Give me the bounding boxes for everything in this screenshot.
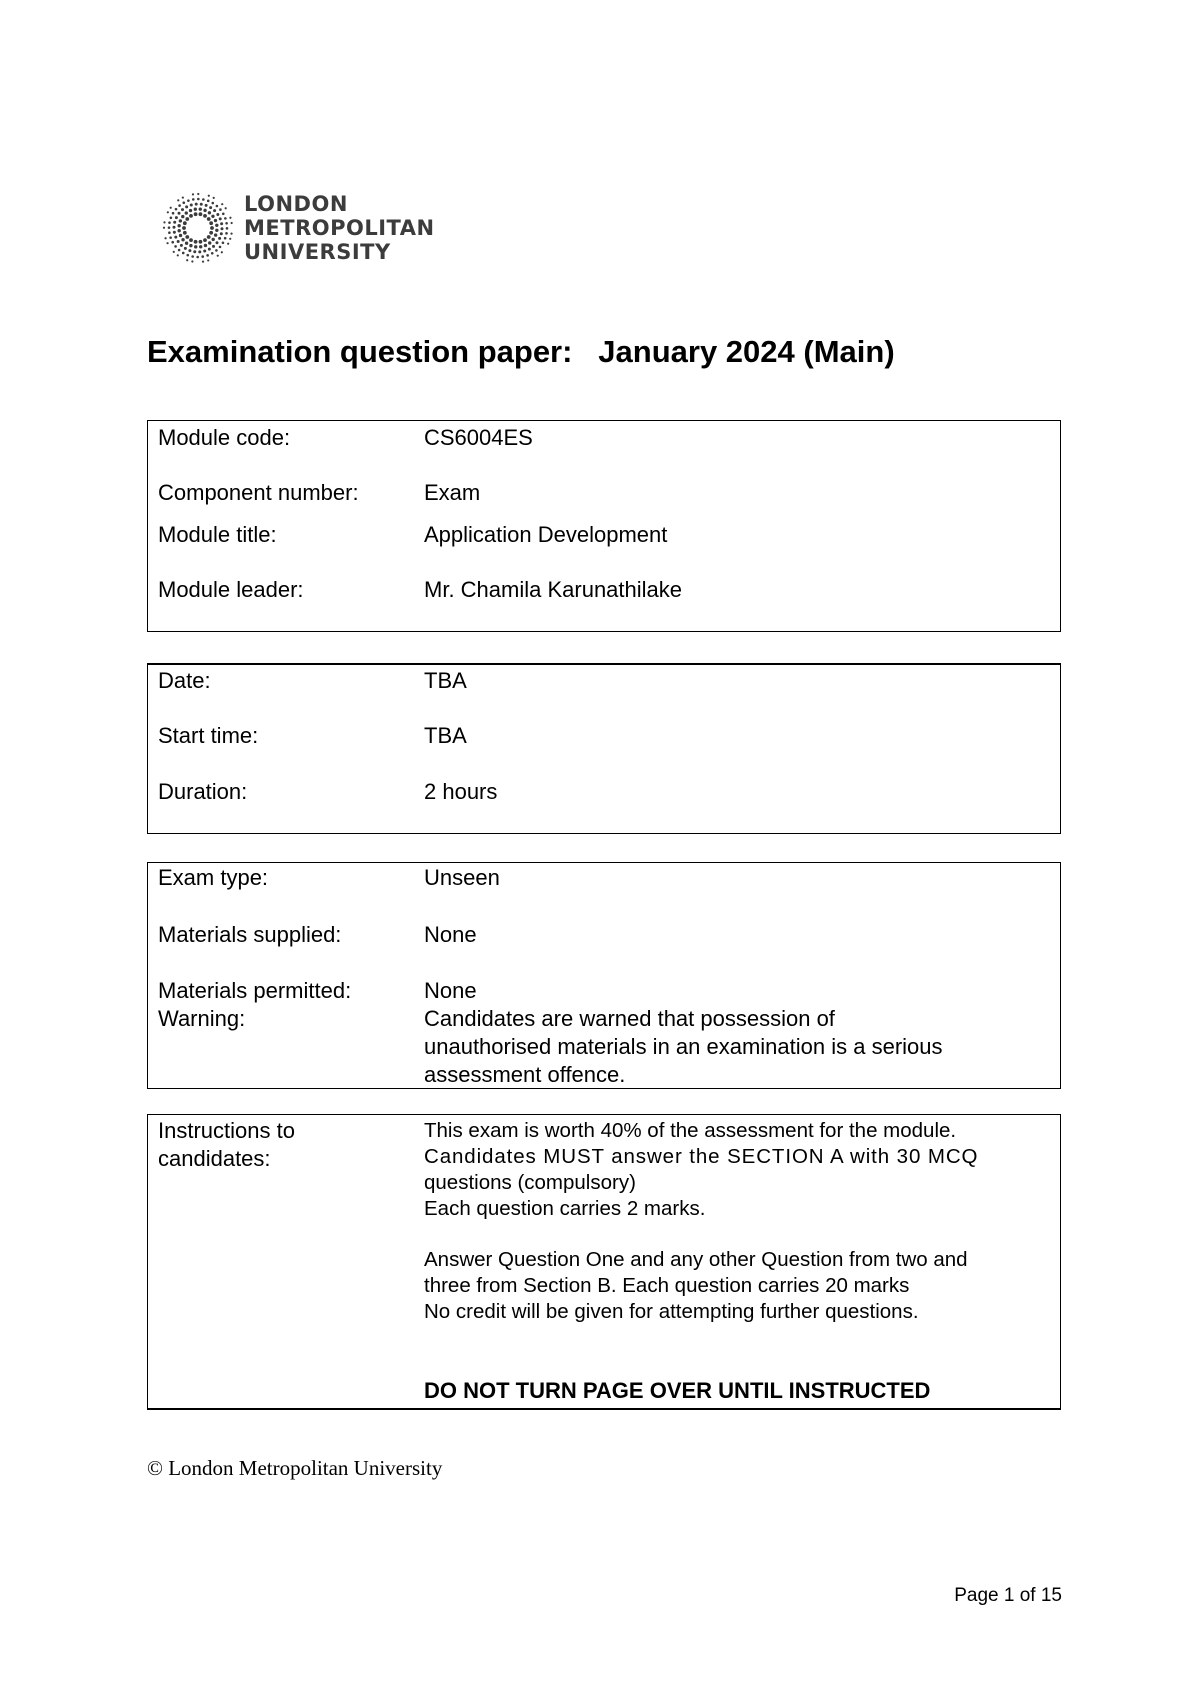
title-right: January 2024 (Main) [598,334,895,369]
date-label: Date: [158,668,211,693]
materials-permitted-label: Materials permitted: [158,978,352,1003]
logo-line-3: UNIVERSITY [244,240,391,264]
logo-line-1: LONDON [244,192,348,216]
page-number: Page 1 of 15 [954,1585,1062,1606]
module-code-label: Module code: [158,425,291,450]
instruction-compulsory: questions (compulsory) [424,1171,636,1194]
component-number-label: Component number: [158,480,359,505]
warning-line-3: assessment offence. [424,1062,626,1087]
module-title-value: Application Development [424,522,668,547]
start-time-value: TBA [424,723,467,748]
exam-type-label: Exam type: [158,865,269,890]
university-logo [160,190,435,266]
warning-line-2: unauthorised materials in an examination is a serious [424,1034,943,1059]
page-title [147,334,895,370]
exam-info-box [147,862,1061,1089]
instruction-answer-q1: Answer Question One and any other Question from two and [424,1248,968,1271]
module-title-label: Module title: [158,522,277,547]
instructions-box [147,1114,1061,1410]
materials-permitted-value: None [424,978,477,1003]
module-leader-value: Mr. Chamila Karunathilake [424,577,683,602]
schedule-box [147,663,1061,834]
component-number-value: Exam [424,480,481,505]
start-time-label: Start time: [158,723,259,748]
materials-supplied-label: Materials supplied: [158,922,342,947]
module-info-box [147,420,1061,632]
warning-label: Warning: [158,1006,246,1031]
module-code-value: CS6004ES [424,425,533,450]
instruction-marks: Each question carries 2 marks. [424,1197,706,1220]
title-left: Examination question paper: [147,334,573,369]
materials-supplied-value: None [424,922,477,947]
logo-line-2: METROPOLITAN [244,216,435,240]
exam-type-value: Unseen [424,865,500,890]
instruction-section-b: three from Section B. Each question carries 20 marks [424,1274,910,1297]
instructions-label-line-1: Instructions to [158,1118,295,1143]
copyright-notice: © London Metropolitan University [147,1456,443,1480]
instruction-section-a: Candidates MUST answer the SECTION A with 30 MCQ [424,1145,979,1168]
duration-value: 2 hours [424,779,498,804]
instructions-label-line-2: candidates: [158,1146,271,1171]
instruction-worth: This exam is worth 40% of the assessment for the module. [424,1119,957,1142]
date-value: TBA [424,668,467,693]
module-leader-label: Module leader: [158,577,304,602]
do-not-turn-notice: DO NOT TURN PAGE OVER UNTIL INSTRUCTED [424,1378,931,1403]
duration-label: Duration: [158,779,248,804]
instruction-no-credit: No credit will be given for attempting further questions. [424,1300,919,1323]
logo-wordmark [244,192,435,264]
starburst-logo-icon [160,190,236,266]
warning-line-1: Candidates are warned that possession of [424,1006,835,1031]
